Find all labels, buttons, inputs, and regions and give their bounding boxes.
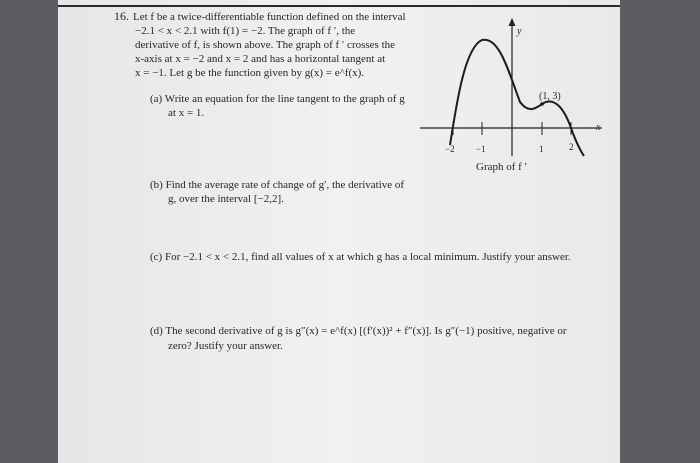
point-1-3	[540, 102, 544, 106]
x-axis-label: x	[596, 122, 601, 133]
part-b-line-1: (b) Find the average rate of change of g′, the derivative of	[150, 179, 405, 191]
intro-line-2: −2.1 < x < 2.1 with f(1) = −2. The graph of f ′, the	[135, 25, 356, 37]
y-axis-label: y	[517, 26, 522, 37]
part-c-line-1: (c) For −2.1 < x < 2.1, find all values of x at which g has a local minimum. Justify your answer.	[150, 251, 571, 263]
y-axis-arrow-icon	[509, 18, 516, 26]
tick-label-1: 1	[539, 144, 544, 154]
tick-label-2: 2	[569, 142, 574, 152]
problem-number: 16.	[114, 9, 129, 23]
top-rule	[58, 5, 620, 7]
tick-label-neg1: −1	[476, 144, 486, 154]
intro-line-3: derivative of f, is shown above. The graph of f ′ crosses the	[135, 39, 396, 51]
part-b-line-2: g, over the interval [−2,2].	[168, 193, 284, 205]
intro-line-5: x = −1. Let g be the function given by g(x) = e^f(x).	[135, 67, 365, 79]
graph-caption: Graph of f ′	[476, 161, 527, 173]
intro-line-4: x-axis at x = −2 and x = 2 and has a horizontal tangent at	[135, 53, 386, 65]
part-a-line-2: at x = 1.	[168, 107, 205, 119]
intro-line-1: Let f be a twice-differentiable function defined on the interval	[133, 11, 406, 23]
tick-label-neg2: −2	[445, 144, 455, 154]
part-d-line-1: (d) The second derivative of g is g″(x) = e^f(x) [(f′(x))² + f″(x)]. Is g″(−1) positive, negative or	[150, 325, 567, 337]
derivative-graph	[406, 12, 616, 160]
part-a-line-1: (a) Write an equation for the line tangent to the graph of g	[150, 93, 405, 105]
worksheet-page	[58, 0, 620, 463]
part-d-line-2: zero? Justify your answer.	[168, 340, 283, 352]
point-label: (1, 3)	[539, 91, 561, 102]
f-prime-curve	[450, 40, 584, 156]
